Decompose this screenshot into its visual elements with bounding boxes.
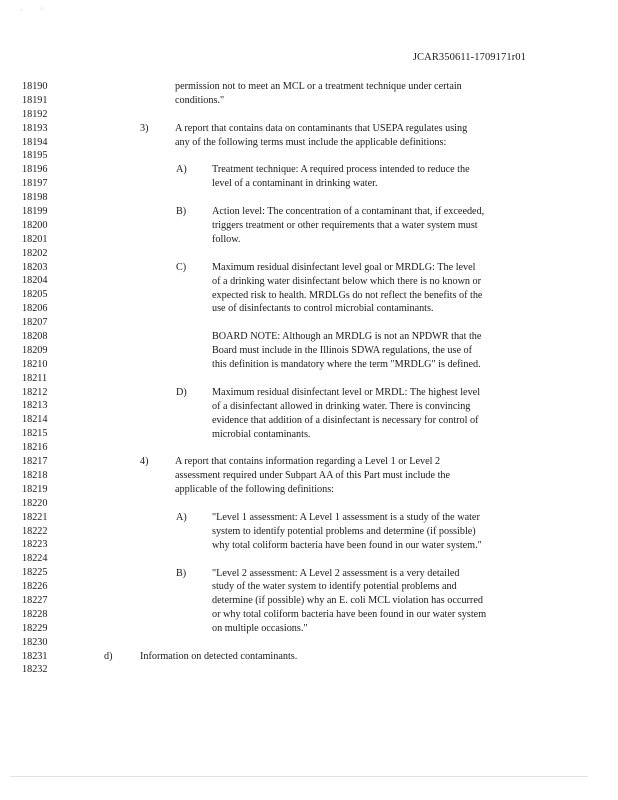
definition-line: triggers treatment or other requirements that a water system must — [212, 220, 478, 231]
item-marker: 4) — [140, 456, 149, 468]
line-number: 18224 — [22, 553, 48, 565]
definition-line: study of the water system to identify potential problems and — [212, 581, 457, 593]
line-number: 18194 — [22, 136, 48, 148]
definition-line: microbial contaminants. — [212, 428, 311, 440]
line-number: 18193 — [22, 122, 48, 134]
line-number: 18203 — [22, 261, 48, 273]
line-number: 18202 — [22, 247, 48, 259]
line-number: 18218 — [22, 469, 48, 481]
definition-line: follow. — [212, 233, 241, 245]
paragraph-line: any of the following terms must include the applicable definitions: — [175, 136, 447, 148]
definition-line: why total coliform bacteria have been found in our water system." — [212, 539, 482, 551]
subitem-marker: A) — [176, 511, 187, 523]
paragraph-line: assessment required under Subpart AA of this Part must include the — [175, 470, 451, 482]
line-number: 18204 — [22, 275, 48, 287]
definition-line: "Level 1 assessment: A Level 1 assessment is a study of the water — [212, 511, 480, 523]
scan-specks: · ' — [20, 6, 43, 15]
board-note-line: Board must include in the Illinois SDWA regulations, the use of — [212, 345, 473, 357]
line-number: 18225 — [22, 567, 48, 579]
definition-line: expected risk to health. MRDLGs do not reflect the benefits of the — [212, 289, 483, 301]
board-note-line: this definition is mandatory where the term "MRDLG" is defined. — [212, 359, 481, 370]
definition-line: of a disinfectant allowed in drinking water. There is convincing — [212, 400, 471, 412]
line-number: 18220 — [22, 497, 48, 509]
line-number: 18197 — [22, 178, 48, 190]
line-number: 18221 — [22, 511, 48, 523]
continued-text-line: permission not to meet an MCL or a treatment technique under certain — [175, 81, 462, 92]
paragraph-line: A report that contains information regarding a Level 1 or Level 2 — [175, 456, 441, 468]
continued-text-line: conditions." — [175, 94, 225, 106]
subitem-marker: B) — [176, 567, 187, 579]
line-number: 18216 — [22, 442, 48, 454]
line-number: 18192 — [22, 108, 48, 120]
definition-line: evidence that addition of a disinfectant is necessary for control of — [212, 414, 479, 426]
line-number: 18199 — [22, 206, 48, 218]
definition-line: determine (if possible) why an E. coli MCL violation has occurred — [212, 595, 483, 607]
subitem-marker: B) — [176, 206, 187, 218]
line-number: 18212 — [22, 386, 48, 398]
line-number: 18217 — [22, 456, 48, 468]
definition-line: system to identify potential problems and determine (if possible) — [212, 525, 476, 537]
line-number-column — [22, 80, 62, 677]
line-number: 18226 — [22, 581, 48, 593]
line-number: 18196 — [22, 164, 48, 176]
paragraph-line: A report that contains data on contaminants that USEPA regulates using — [175, 122, 468, 134]
paragraph-line: applicable of the following definitions: — [175, 484, 335, 496]
line-number: 18228 — [22, 608, 48, 620]
line-number: 18232 — [22, 664, 48, 676]
definition-line: or why total coliform bacteria have been found in our water system — [212, 609, 487, 621]
definition-line: Action level: The concentration of a contaminant that, if exceeded, — [212, 206, 485, 218]
definition-line: Treatment technique: A required process intended to reduce the — [212, 164, 470, 176]
line-number: 18210 — [22, 358, 48, 370]
line-number: 18219 — [22, 483, 48, 495]
definition-line: of a drinking water disinfectant below which there is no known or — [212, 275, 482, 287]
definition-line: "Level 2 assessment: A Level 2 assessment is a very detailed — [212, 567, 460, 579]
line-number: 18223 — [22, 539, 48, 551]
document-id-header: JCAR350611-1709171r01 — [412, 52, 526, 63]
subitem-marker: C) — [176, 261, 187, 273]
line-number: 18230 — [22, 636, 48, 648]
subitem-marker: D) — [176, 386, 187, 398]
line-number: 18190 — [22, 81, 48, 92]
line-number: 18208 — [22, 331, 48, 343]
line-number: 18215 — [22, 428, 48, 440]
item-marker: 3) — [140, 122, 149, 134]
page-bottom-rule — [10, 776, 588, 777]
definition-line: Maximum residual disinfectant level goal or MRDLG: The level — [212, 261, 476, 273]
definition-line: level of a contaminant in drinking water. — [212, 178, 378, 190]
subitem-marker: A) — [176, 164, 187, 176]
line-number: 18227 — [22, 594, 48, 606]
section-heading: Information on detected contaminants. — [140, 650, 298, 662]
line-number: 18195 — [22, 150, 48, 162]
line-number: 18198 — [22, 192, 48, 204]
line-number: 18191 — [22, 94, 48, 106]
line-number: 18209 — [22, 344, 48, 356]
line-number: 18229 — [22, 622, 48, 634]
line-number: 18211 — [22, 372, 48, 384]
line-number: 18231 — [22, 650, 48, 662]
line-number: 18200 — [22, 219, 48, 231]
definition-line: Maximum residual disinfectant level or MRDL: The highest level — [212, 386, 481, 398]
line-number: 18214 — [22, 414, 48, 426]
line-number: 18213 — [22, 400, 48, 412]
line-number: 18222 — [22, 525, 48, 537]
line-number: 18201 — [22, 233, 48, 245]
definition-line: on multiple occasions." — [212, 623, 308, 635]
line-number: 18205 — [22, 289, 48, 301]
section-marker: d) — [104, 650, 113, 662]
line-number: 18206 — [22, 303, 48, 315]
definition-line: use of disinfectants to control microbial contaminants. — [212, 303, 434, 315]
line-number: 18207 — [22, 317, 48, 329]
board-note-line: BOARD NOTE: Although an MRDLG is not an NPDWR that the — [212, 331, 482, 343]
